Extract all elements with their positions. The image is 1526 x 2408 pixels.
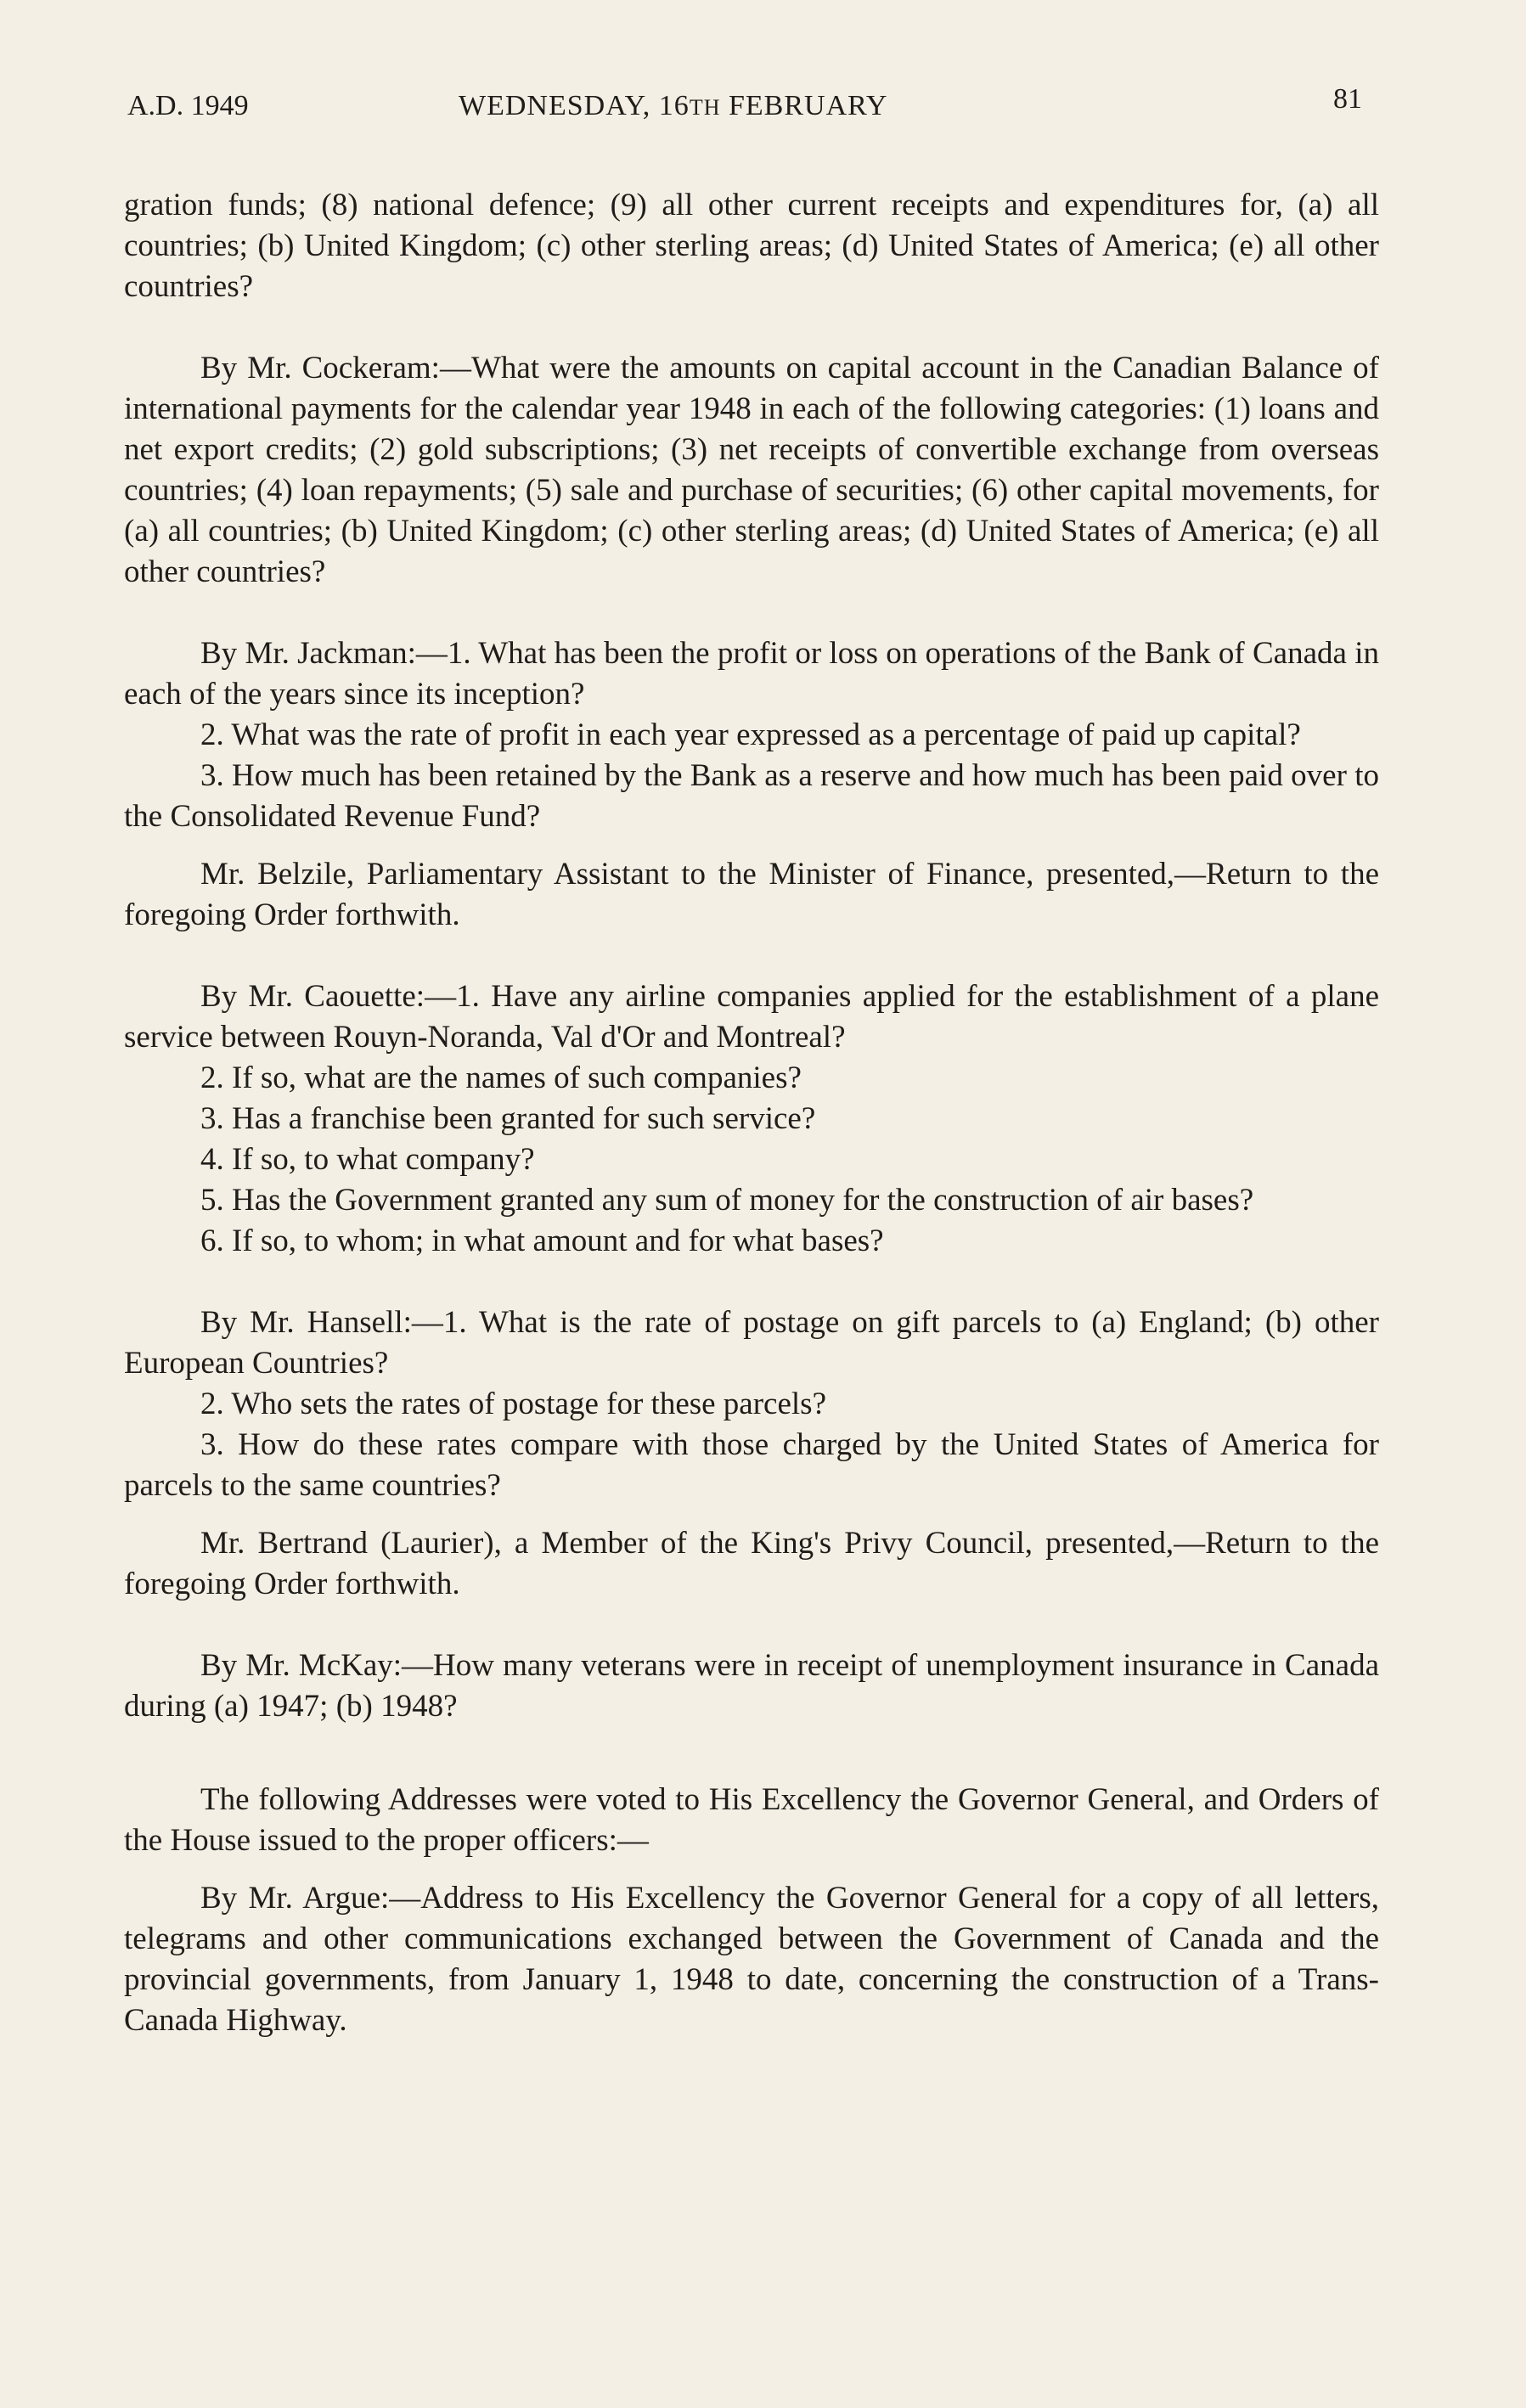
page-body (124, 185, 1379, 2041)
question-hansell-3: 3. How do these rates compare with those charged by the United States of America for parcels to the same countries? (124, 1427, 1379, 1503)
header-year: A.D. 1949 (127, 90, 249, 121)
return-bertrand: Mr. Bertrand (Laurier), a Member of the King's Privy Council, presented,—Return to the foregoing Order forthwith. (124, 1526, 1379, 1601)
question-jackman-2: 2. What was the rate of profit in each year expressed as a percentage of paid up capital? (200, 717, 1301, 752)
question-cockeram: By Mr. Cockeram:—What were the amounts on capital account in the Canadian Balance of international payments for the calendar year 1948 in each of the following categories: (1) loans and net export credits; (2) gold subscriptions; (3) net receipts of convertible exchange from overseas countries; (4) loan repayments; (5) sale and purchase of securities; (6) other capital movements, for (a) all countries; (b) United Kingdom; (c) other sterling areas; (d) United States of America; (e) all other countries? (124, 351, 1379, 589)
address-argue: By Mr. Argue:—Address to His Excellency the Governor General for a copy of all letters, telegrams and other communications exchanged between the Government of Canada and the provincial governments, from January 1, 1948 to date, concerning the construction of a Trans-Canada Highway. (124, 1881, 1379, 2038)
addresses-intro: The following Addresses were voted to His Excellency the Governor General, and Orders of the House issued to the proper officers:— (124, 1782, 1379, 1858)
question-caouette-4: 4. If so, to what company? (200, 1142, 535, 1177)
page-number: 81 (1333, 83, 1362, 115)
question-caouette-5: 5. Has the Government granted any sum of money for the construction of air bases? (200, 1183, 1254, 1218)
header-date-suffix: TH (689, 95, 721, 120)
question-hansell-1: By Mr. Hansell:—1. What is the rate of postage on gift parcels to (a) England; (b) other European Countries? (124, 1305, 1379, 1381)
question-jackman-1: By Mr. Jackman:—1. What has been the profit or loss on operations of the Bank of Canada in each of the years since its inception? (124, 636, 1379, 712)
question-caouette-1: By Mr. Caouette:—1. Have any airline companies applied for the establishment of a plane service between Rouyn-Noranda, Val d'Or and Montreal? (124, 979, 1379, 1055)
paragraph-continued: gration funds; (8) national defence; (9) all other current receipts and expenditures for, (a) all countries; (b) United Kingdom; (c) other sterling areas; (d) United States of America; (e) all other countries? (124, 188, 1379, 304)
question-caouette-6: 6. If so, to whom; in what amount and for what bases? (200, 1224, 884, 1258)
question-caouette-3: 3. Has a franchise been granted for such service? (200, 1101, 816, 1136)
header-date-month: FEBRUARY (720, 90, 888, 121)
running-header (0, 83, 1526, 134)
header-date-weekday: WEDNESDAY, 16 (459, 90, 690, 121)
question-hansell-2: 2. Who sets the rates of postage for these parcels? (200, 1387, 827, 1421)
question-mckay: By Mr. McKay:—How many veterans were in receipt of unemployment insurance in Canada during (a) 1947; (b) 1948? (124, 1648, 1379, 1724)
question-jackman-3: 3. How much has been retained by the Bank as a reserve and how much has been paid over to the Consolidated Revenue Fund? (124, 758, 1379, 834)
return-belzile: Mr. Belzile, Parliamentary Assistant to the Minister of Finance, presented,—Return to the foregoing Order forthwith. (124, 857, 1379, 932)
question-caouette-2: 2. If so, what are the names of such companies? (200, 1061, 802, 1095)
header-date (459, 90, 887, 122)
